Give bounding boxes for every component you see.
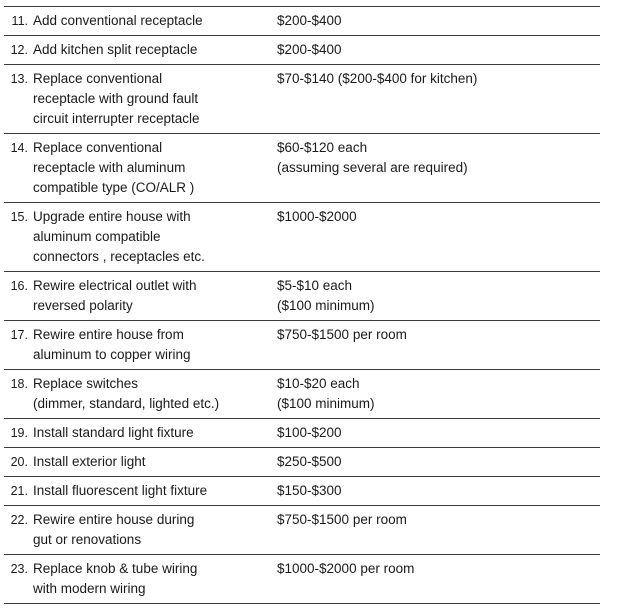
row-number: 16. [10,279,28,293]
description-line: receptacle with aluminum [33,160,186,175]
description-line: receptacle with ground fault [33,91,199,106]
cost-table [4,6,600,604]
row-description [33,370,277,419]
price-line: (assuming several are required) [277,160,468,175]
row-price [277,477,600,506]
row-number: 17. [10,328,28,342]
description-line: circuit interrupter receptacle [33,111,200,126]
table-row [4,134,600,203]
description-line: compatible type (CO/ALR ) [33,180,195,195]
row-number: 13. [10,72,28,86]
description-line: Add kitchen split receptacle [33,42,198,57]
description-line: Install standard light fixture [33,425,194,440]
price-line: $750-$1500 per room [277,512,407,527]
description-line: gut or renovations [33,532,142,547]
row-description [33,203,277,272]
table-row [4,7,600,36]
description-line: (dimmer, standard, lighted etc.) [33,396,220,411]
row-description [33,555,277,604]
row-price [277,7,600,36]
row-description [33,7,277,36]
price-line: ($100 minimum) [277,396,375,411]
row-description [33,506,277,555]
price-line: $1000-$2000 per room [277,561,415,576]
description-line: Replace conventional [33,140,163,155]
row-description [33,36,277,65]
row-description [33,477,277,506]
row-price [277,419,600,448]
row-number: 23. [10,562,28,576]
row-price [277,506,600,555]
table-row [4,65,600,134]
price-line: $10-$20 each [277,376,360,391]
row-price [277,134,600,203]
description-line: Add conventional receptacle [33,13,203,28]
row-number: 20. [10,455,28,469]
row-price [277,36,600,65]
description-line: reversed polarity [33,298,133,313]
row-number: 22. [10,513,28,527]
row-number: 18. [10,377,28,391]
description-line: aluminum to copper wiring [33,347,191,362]
description-line: aluminum compatible [33,229,161,244]
price-line: $200-$400 [277,42,342,57]
row-number: 12. [10,43,28,57]
price-line: $1000-$2000 [277,209,357,224]
price-line: $200-$400 [277,13,342,28]
description-line: connectors , receptacles etc. [33,249,205,264]
table-row [4,448,600,477]
description-line: Upgrade entire house with [33,209,191,224]
description-line: Replace conventional [33,71,163,86]
row-number: 14. [10,141,28,155]
row-price [277,448,600,477]
row-description [33,448,277,477]
description-line: Rewire entire house from [33,327,184,342]
table-row [4,203,600,272]
cost-table-body [4,7,600,604]
row-description [33,321,277,370]
row-price [277,203,600,272]
row-number: 21. [10,484,28,498]
price-line: $150-$300 [277,483,342,498]
price-line: $60-$120 each [277,140,368,155]
price-line: $5-$10 each [277,278,353,293]
row-price [277,65,600,134]
description-line: Rewire entire house during [33,512,195,527]
table-row [4,370,600,419]
description-line: Replace knob & tube wiring [33,561,198,576]
row-number: 11. [11,14,28,28]
description-line: Replace switches [33,376,139,391]
price-line: $250-$500 [277,454,342,469]
table-row [4,477,600,506]
description-line: with modern wiring [33,581,146,596]
description-line: Rewire electrical outlet with [33,278,197,293]
row-description [33,419,277,448]
table-row [4,321,600,370]
table-row [4,419,600,448]
price-line: $750-$1500 per room [277,327,407,342]
row-number: 15. [10,210,28,224]
table-row [4,272,600,321]
row-description [33,272,277,321]
row-number: 19. [10,426,28,440]
table-row [4,555,600,604]
price-line: $70-$140 ($200-$400 for kitchen) [277,71,478,86]
price-line: ($100 minimum) [277,298,375,313]
row-price [277,370,600,419]
row-description [33,65,277,134]
table-row [4,506,600,555]
row-price [277,321,600,370]
row-description [33,134,277,203]
row-price [277,555,600,604]
description-line: Install exterior light [33,454,146,469]
table-row [4,36,600,65]
description-line: Install fluorescent light fixture [33,483,208,498]
price-line: $100-$200 [277,425,342,440]
row-price [277,272,600,321]
